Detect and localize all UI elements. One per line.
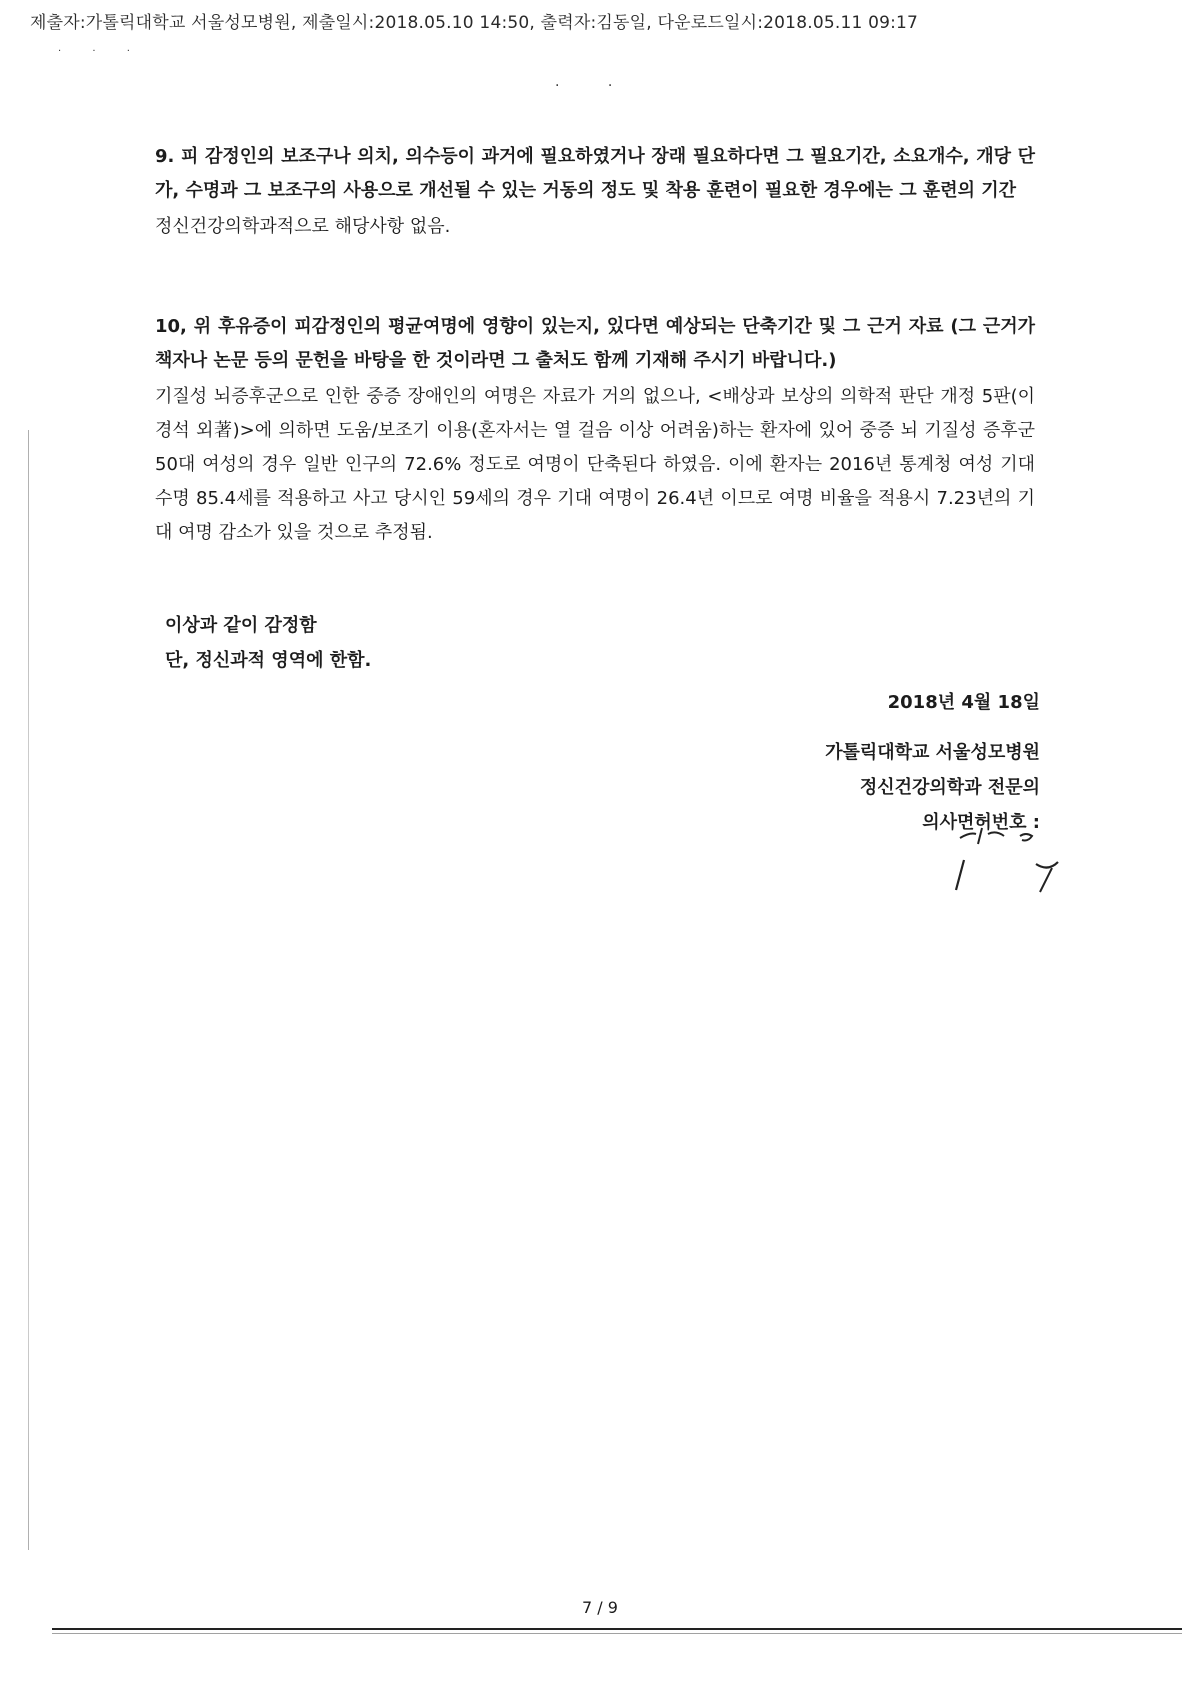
closing-line-2: 단, 정신과적 영역에 한함. xyxy=(165,650,372,671)
question-9-section xyxy=(155,140,1035,244)
closing-statement xyxy=(165,608,371,678)
question-10-answer: 기질성 뇌증후군으로 인한 중증 장애인의 여명은 자료가 거의 없으나, <배상과 보상의 의학적 판단 개정 5판(이경석 외著)>에 의하면 도움/보조기 이용(혼자서는 열 걸음 이상 어려움)하는 환자에 있어 중증 뇌 기질성 증후군 50대 여성의 경우 일반 인구의 72.6% 정도로 여명이 단축된다 하였음. 이에 환자는 2016년 통계청 여성 기대 수명 85.4세를 적용하고 사고 당시인 59세의 경우 기대 여명이 26.4년 이므로 여명 비율을 적용시 7.23년의 기대 여명 감소가 있을 것으로 추정됨. xyxy=(155,386,1035,543)
closing-line-1: 이상과 같이 감정함 xyxy=(165,615,317,636)
footer-rule xyxy=(52,1628,1182,1630)
footer-rule-secondary xyxy=(52,1633,1182,1634)
question-10-section xyxy=(155,310,1035,550)
question-9-title: 9. 피 감정인의 보조구나 의치, 의수등이 과거에 필요하였거나 장래 필요하다면 그 필요기간, 소요개수, 개당 단가, 수명과 그 보조구의 사용으로 개선될 수 있는 거동의 정도 및 착용 훈련이 필요한 경우에는 그 훈련의 기간 xyxy=(155,146,1035,201)
page-number: 7 / 9 xyxy=(582,1598,618,1617)
scan-artifact-dots: · · · xyxy=(58,46,144,57)
signature-department: 정신건강의학과 전문의 xyxy=(859,777,1040,798)
handwritten-signature-icon xyxy=(940,820,1070,910)
document-date: 2018년 4월 18일 xyxy=(887,692,1040,713)
question-9-answer: 정신건강의학과적으로 해당사항 없음. xyxy=(155,216,451,237)
scan-edge-line xyxy=(28,430,29,1550)
question-10-title: 10, 위 후유증이 피감정인의 평균여명에 영향이 있는지, 있다면 예상되는 단축기간 및 그 근거 자료 (그 근거가 책자나 논문 등의 문헌을 바탕을 한 것이라면 그 출처도 함께 기재해 주시기 바랍니다.) xyxy=(155,316,1035,371)
signature-license-label: 의사면허번호 : xyxy=(922,812,1040,833)
scan-artifact-dots: · · xyxy=(555,78,635,94)
signature-hospital: 가톨릭대학교 서울성모병원 xyxy=(825,742,1040,763)
submission-header: 제출자:가톨릭대학교 서울성모병원, 제출일시:2018.05.10 14:50, 출력자:김동일, 다운로드일시:2018.05.11 09:17 xyxy=(30,13,919,33)
